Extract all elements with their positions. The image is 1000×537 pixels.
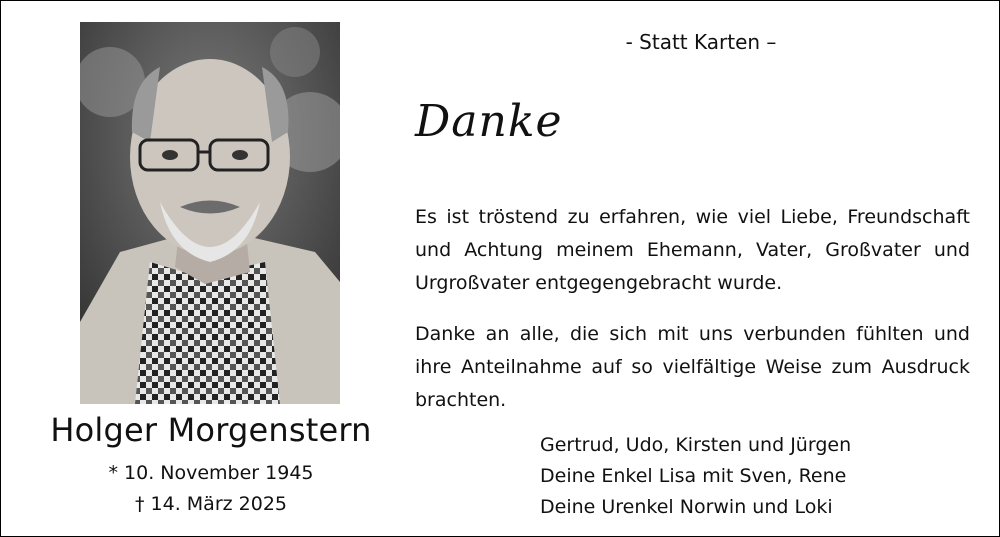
thanks-paragraph-2: Danke an alle, die sich mit uns verbunden fühlten und ihre Anteilnahme auf so vielfältige Weise zum Ausdruck brachten.	[415, 323, 970, 411]
thanks-paragraph-1: Es ist tröstend zu erfahren, wie viel Liebe, Freundschaft und Achtung meinem Ehemann, Vater, Großvater und Urgroßvater entgegengebracht wurde.	[415, 206, 970, 294]
signature-line: Deine Enkel Lisa mit Sven, Rene	[540, 465, 847, 487]
birth-date: * 10. November 1945	[108, 462, 314, 484]
signature-line: Gertrud, Udo, Kirsten und Jürgen	[540, 434, 852, 456]
statt-karten-note: - Statt Karten –	[625, 30, 777, 54]
deceased-name: Holger Morgenstern	[50, 411, 372, 449]
death-date: † 14. März 2025	[134, 493, 287, 515]
signature-line: Deine Urenkel Norwin und Loki	[540, 496, 833, 518]
portrait-photo	[80, 22, 340, 404]
danke-heading: Danke	[415, 96, 563, 147]
